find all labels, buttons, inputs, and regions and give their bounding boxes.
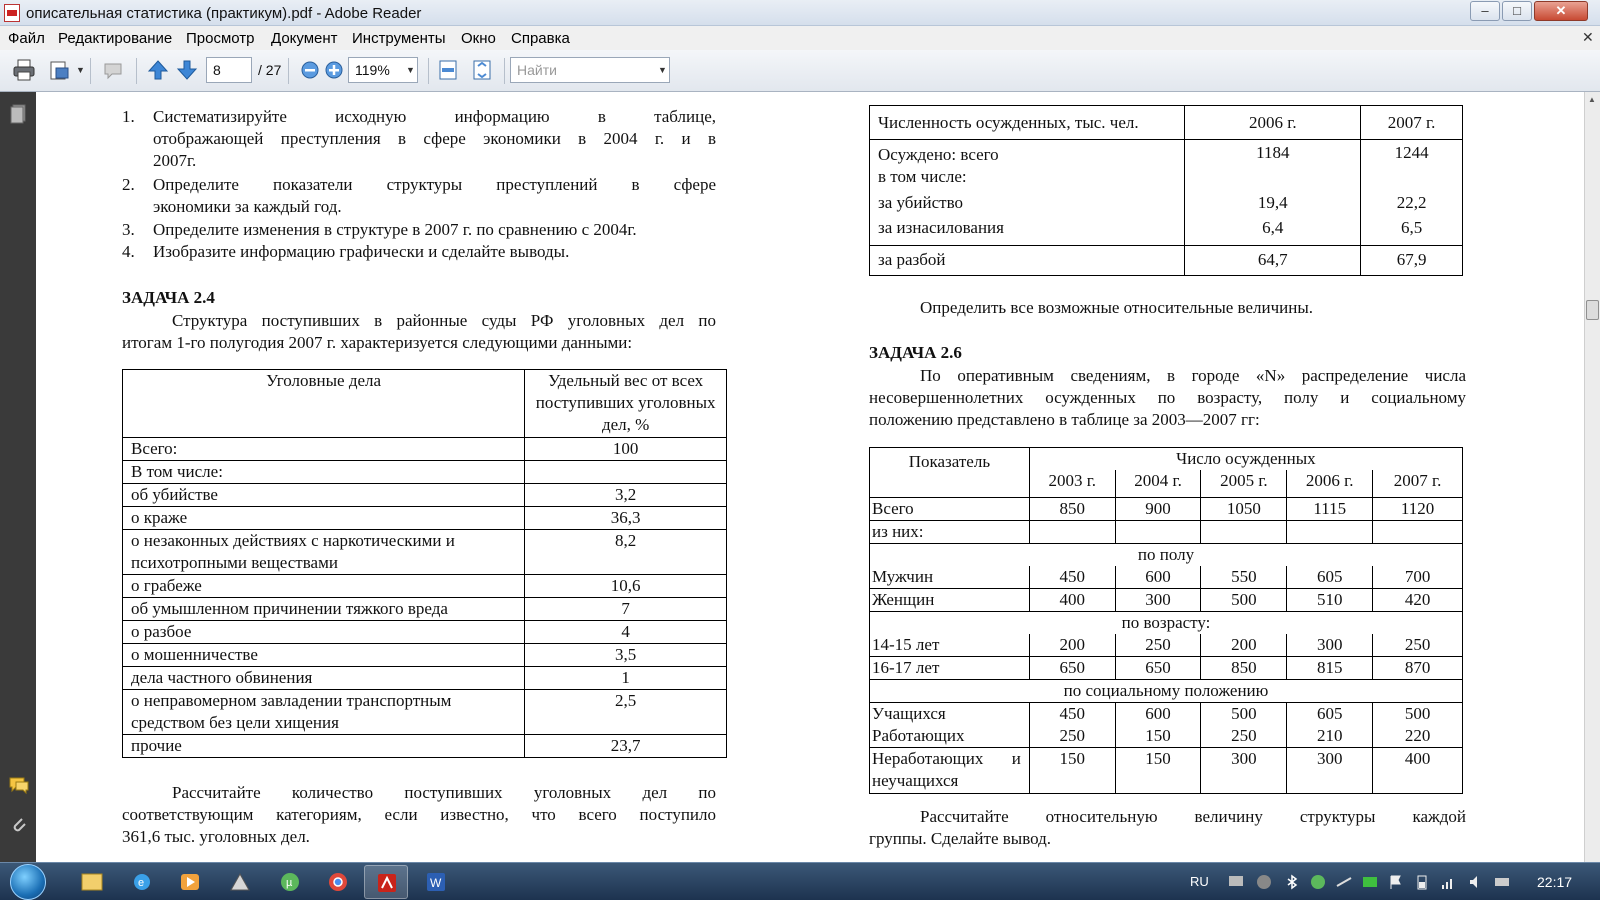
table-cell: 6,4 — [1185, 217, 1361, 245]
list-number: 3. — [122, 220, 135, 239]
table-cell: 8,2 — [525, 530, 727, 575]
scroll-up-icon[interactable]: ▲ — [1588, 95, 1596, 104]
table-row — [123, 484, 727, 507]
table-cell: Неработающих и неучащихся — [870, 747, 1030, 793]
svg-text:W: W — [430, 876, 442, 890]
find-input[interactable]: Найти — [510, 57, 670, 83]
paragraph-line: Структура поступивших в районные суды РФ уголовных дел по — [172, 311, 716, 330]
table-cell: в том числе: — [870, 166, 1185, 192]
list-item-text: Изобразите информацию графически и сделайте выводы. — [153, 242, 570, 261]
adobe-reader-icon — [365, 866, 409, 900]
table-cell: 510 — [1287, 588, 1373, 611]
menu-edit[interactable]: Редактирование — [58, 30, 173, 47]
table-cell: 250 — [1029, 725, 1115, 748]
table-row — [123, 621, 727, 644]
list-item-text: Определите показатели структуры преступлений в сфере — [153, 175, 716, 194]
table-row — [870, 702, 1463, 725]
table-cell: 6,5 — [1361, 217, 1463, 245]
table-cell: Всего — [870, 497, 1030, 520]
table-row — [123, 530, 727, 575]
menu-document[interactable]: Документ — [271, 30, 338, 47]
minor-convicts-table — [869, 447, 1463, 794]
table-cell: Женщин — [870, 588, 1030, 611]
menu-view[interactable]: Просмотр — [186, 30, 255, 47]
table-row — [870, 656, 1463, 679]
internet-explorer-taskbar-button[interactable] — [120, 865, 164, 899]
table-row — [870, 497, 1463, 520]
table-row — [123, 644, 727, 667]
table-cell: 14-15 лет — [870, 634, 1030, 657]
list-item-text: отображающей преступления в сфере экономики в 2004 г. и в — [153, 129, 716, 148]
table-row — [870, 520, 1463, 543]
zoom-dropdown-icon[interactable]: ▼ — [406, 65, 415, 75]
chrome-icon — [316, 865, 360, 899]
table-cell: 450 — [1029, 566, 1115, 589]
comment-icon[interactable] — [102, 58, 126, 82]
table-cell: 900 — [1115, 497, 1201, 520]
table-cell: 550 — [1201, 566, 1287, 589]
document-page — [36, 92, 1584, 862]
table-cell: 650 — [1029, 656, 1115, 679]
utorrent-taskbar-button[interactable] — [268, 865, 312, 899]
year-header-cell: 2007 г. — [1373, 470, 1463, 497]
table-cell: 420 — [1373, 588, 1463, 611]
table-cell: 250 — [1373, 634, 1463, 657]
utorrent-tray-icon[interactable] — [1310, 874, 1326, 890]
scrollbar-thumb[interactable] — [1586, 300, 1599, 320]
utorrent-icon — [268, 865, 312, 899]
table-header-row — [870, 448, 1463, 471]
table-cell: 850 — [1201, 656, 1287, 679]
section-label: по полу — [870, 543, 1463, 566]
toolbar-separator — [428, 58, 429, 84]
list-number: 4. — [122, 242, 135, 261]
table-cell: Всего: — [123, 438, 525, 461]
print-icon[interactable] — [12, 58, 36, 82]
list-item-text: 2007г. — [153, 151, 197, 170]
task-heading: ЗАДАЧА 2.4 — [122, 288, 215, 307]
toolbar-separator — [90, 58, 91, 84]
table-cell: 200 — [1201, 634, 1287, 657]
triangle-app-icon — [218, 865, 262, 899]
taskbar — [0, 862, 1600, 900]
table-header-cell: 2006 г. — [1185, 106, 1361, 140]
window-title: описательная статистика (практикум).pdf - Adobe Reader — [26, 5, 422, 22]
paragraph-line: соответствующим категориям, если известно, что всего поступило — [122, 805, 716, 824]
table-row — [123, 735, 727, 758]
page-total: / 27 — [258, 62, 282, 78]
table-cell: о грабеже — [123, 575, 525, 598]
table-cell: 3,5 — [525, 644, 727, 667]
table-row — [870, 566, 1463, 589]
table-cell: 250 — [1115, 634, 1201, 657]
year-header-cell: 2003 г. — [1029, 470, 1115, 497]
paragraph-line: 361,6 тыс. уголовных дел. — [122, 827, 310, 846]
table-cell: 16-17 лет — [870, 656, 1030, 679]
table-cell: 150 — [1115, 725, 1201, 748]
table-cell: 1120 — [1373, 497, 1463, 520]
paragraph-line: Рассчитайте относительную величину структуры каждой — [920, 807, 1466, 826]
table-cell: 600 — [1115, 566, 1201, 589]
table-cell: дела частного обвинения — [123, 667, 525, 690]
menu-window[interactable]: Окно — [461, 30, 496, 47]
export-icon[interactable] — [48, 58, 72, 82]
table-section-row — [870, 611, 1463, 634]
previous-page-icon[interactable] — [146, 58, 170, 82]
keyboard-tray-icon[interactable] — [1494, 874, 1510, 890]
battery-icon[interactable] — [1414, 874, 1430, 890]
table-header-cell: 2007 г. — [1361, 106, 1463, 140]
adobe-reader-taskbar-button[interactable] — [364, 865, 408, 899]
table-cell: 64,7 — [1185, 245, 1361, 275]
action-center-flag-icon[interactable] — [1388, 874, 1404, 890]
paragraph-line: Определить все возможные относительные величины. — [920, 298, 1314, 317]
close-document-icon[interactable]: ✕ — [1582, 29, 1594, 45]
paragraph-line: группы. Сделайте вывод. — [869, 829, 1052, 848]
table-header-cell: Удельный вес от всех поступивших уголовных дел, % — [525, 370, 727, 438]
table-cell: 605 — [1287, 566, 1373, 589]
svg-text:e: e — [138, 877, 145, 889]
pages-icon[interactable] — [8, 102, 30, 124]
table-cell: 300 — [1201, 747, 1287, 793]
table-cell: о незаконных действиях с наркотическими и психотропными веществами — [123, 530, 525, 575]
zoom-out-icon[interactable] — [298, 58, 322, 82]
refresh-tray-icon[interactable] — [1362, 874, 1378, 890]
table-cell: 1115 — [1287, 497, 1373, 520]
table-cell: 300 — [1287, 747, 1373, 793]
zoom-level-field[interactable]: 119% — [348, 57, 418, 83]
table-cell: 1050 — [1201, 497, 1287, 520]
table-cell: 500 — [1201, 702, 1287, 725]
minimize-button[interactable]: – — [1470, 1, 1500, 21]
table-cell: о неправомерном завладении транспортным средством без цели хищения — [123, 690, 525, 735]
table-header-row — [123, 370, 727, 438]
volume-icon[interactable] — [1468, 874, 1484, 890]
media-player-icon — [168, 865, 212, 899]
table-cell: 250 — [1201, 725, 1287, 748]
table-cell: 400 — [1029, 588, 1115, 611]
paragraph-line: итогам 1-го полугодия 2007 г. характеризуется следующими данными: — [122, 333, 633, 352]
table-row — [870, 634, 1463, 657]
table-cell: 23,7 — [525, 735, 727, 758]
close-window-button[interactable]: ✕ — [1534, 1, 1588, 21]
section-label: по возрасту: — [870, 611, 1463, 634]
table-cell: 500 — [1201, 588, 1287, 611]
comments-icon[interactable] — [8, 774, 30, 796]
table-cell: об умышленном причинении тяжкого вреда — [123, 598, 525, 621]
table-cell: 300 — [1287, 634, 1373, 657]
table-cell: 850 — [1029, 497, 1115, 520]
table-cell: о мошенничестве — [123, 644, 525, 667]
chrome-taskbar-button[interactable] — [316, 865, 360, 899]
table-cell: за разбой — [870, 245, 1185, 275]
table-section-row — [870, 679, 1463, 702]
table-cell: 150 — [1029, 747, 1115, 793]
pdf-document-icon — [4, 4, 20, 22]
table-cell: 22,2 — [1361, 192, 1463, 217]
table-cell: 605 — [1287, 702, 1373, 725]
table-cell: 4 — [525, 621, 727, 644]
section-label: по социальному положению — [870, 679, 1463, 702]
table-cell: 7 — [525, 598, 727, 621]
list-number: 1. — [122, 107, 135, 126]
table-header-row — [870, 106, 1463, 140]
table-cell: 36,3 — [525, 507, 727, 530]
menu-tools[interactable]: Инструменты — [352, 30, 446, 47]
table-cell: 400 — [1373, 747, 1463, 793]
table-cell: 10,6 — [525, 575, 727, 598]
table-cell: Работающих — [870, 725, 1030, 748]
table-cell: 200 — [1029, 634, 1115, 657]
table-row — [123, 690, 727, 735]
table-header-cell: Число осужденных — [1029, 448, 1462, 471]
svg-text:µ: µ — [286, 877, 293, 889]
table-cell: 1244 — [1361, 140, 1463, 167]
table-row — [123, 438, 727, 461]
table-row — [870, 140, 1463, 167]
table-row — [870, 588, 1463, 611]
vertical-scrollbar[interactable] — [1584, 92, 1600, 862]
table-cell: Учащихся — [870, 702, 1030, 725]
table-header-cell: Численность осужденных, тыс. чел. — [870, 106, 1185, 140]
word-taskbar-button[interactable] — [414, 865, 458, 899]
table-cell: 300 — [1115, 588, 1201, 611]
paragraph-line: положению представлено в таблице за 2003—2007 гг: — [869, 410, 1260, 429]
shield-tray-icon[interactable] — [1256, 874, 1272, 890]
table-row — [870, 192, 1463, 217]
table-cell — [1361, 166, 1463, 192]
table-cell: о краже — [123, 507, 525, 530]
convicts-table — [869, 105, 1463, 276]
list-number: 2. — [122, 175, 135, 194]
criminal-cases-table — [122, 369, 727, 758]
list-item-text: Определите изменения в структуре в 2007 г. по сравнению с 2004г. — [153, 220, 637, 239]
start-button[interactable] — [10, 864, 46, 900]
list-item-text: Систематизируйте исходную информацию в таблице, — [153, 107, 716, 126]
table-cell: 650 — [1115, 656, 1201, 679]
table-row — [123, 507, 727, 530]
table-cell: 500 — [1373, 702, 1463, 725]
table-row — [870, 217, 1463, 245]
table-cell: 700 — [1373, 566, 1463, 589]
year-header-cell: 2004 г. — [1115, 470, 1201, 497]
table-cell — [1185, 166, 1361, 192]
toolbar — [0, 50, 1600, 92]
table-row — [870, 747, 1463, 793]
table-section-row — [870, 543, 1463, 566]
table-row — [870, 725, 1463, 748]
table-cell: 210 — [1287, 725, 1373, 748]
table-cell: Осуждено: всего — [870, 140, 1185, 167]
table-cell: 19,4 — [1185, 192, 1361, 217]
table-row — [123, 598, 727, 621]
next-page-icon[interactable] — [175, 58, 199, 82]
fit-page-icon[interactable] — [470, 58, 494, 82]
table-header-cell: Уголовные дела — [123, 370, 525, 438]
monitor-tray-icon[interactable] — [1228, 874, 1244, 890]
export-dropdown-icon[interactable]: ▼ — [76, 65, 85, 75]
table-row — [870, 245, 1463, 275]
menu-file[interactable]: Файл — [8, 30, 45, 47]
table-cell: Мужчин — [870, 566, 1030, 589]
table-cell: 1 — [525, 667, 727, 690]
word-icon — [414, 865, 458, 899]
navigation-panel — [0, 92, 36, 862]
table-cell — [525, 461, 727, 484]
find-dropdown-icon[interactable]: ▼ — [658, 65, 667, 75]
table-row — [870, 166, 1463, 192]
paragraph-line: Рассчитайте количество поступивших уголовных дел по — [172, 783, 716, 802]
menu-help[interactable]: Справка — [511, 30, 570, 47]
folder-icon — [70, 865, 114, 899]
table-cell: 100 — [525, 438, 727, 461]
table-row — [123, 461, 727, 484]
attachments-icon[interactable] — [8, 814, 30, 836]
table-cell: 450 — [1029, 702, 1115, 725]
table-cell: об убийстве — [123, 484, 525, 507]
table-cell: за изнасилования — [870, 217, 1185, 245]
table-cell: 220 — [1373, 725, 1463, 748]
media-player-taskbar-button[interactable] — [168, 865, 212, 899]
table-cell: 870 — [1373, 656, 1463, 679]
table-cell: 150 — [1115, 747, 1201, 793]
toolbar-separator — [288, 58, 289, 84]
table-cell: из них: — [870, 520, 1030, 543]
task-heading: ЗАДАЧА 2.6 — [869, 343, 962, 362]
table-cell: прочие — [123, 735, 525, 758]
table-cell: 67,9 — [1361, 245, 1463, 275]
toolbar-separator — [504, 58, 505, 84]
table-cell: 1184 — [1185, 140, 1361, 167]
zoom-in-icon[interactable] — [322, 58, 346, 82]
table-cell: 600 — [1115, 702, 1201, 725]
table-cell: 815 — [1287, 656, 1373, 679]
list-item-text: экономики за каждый год. — [153, 197, 342, 216]
year-header-cell: 2005 г. — [1201, 470, 1287, 497]
table-row — [123, 575, 727, 598]
explorer-taskbar-button[interactable] — [70, 865, 114, 899]
table-header-cell: Показатель — [870, 448, 1030, 498]
app-taskbar-button[interactable] — [218, 865, 262, 899]
maximize-button[interactable]: □ — [1502, 1, 1532, 21]
table-row — [123, 667, 727, 690]
toolbar-separator — [136, 58, 137, 84]
title-bar — [0, 0, 1600, 26]
clock[interactable]: 22:17 — [1537, 874, 1573, 890]
wifi-signal-icon[interactable] — [1440, 874, 1456, 890]
table-cell: В том числе: — [123, 461, 525, 484]
internet-explorer-icon — [120, 865, 164, 899]
table-cell: за убийство — [870, 192, 1185, 217]
menu-bar — [0, 26, 1600, 50]
language-indicator[interactable]: RU — [1190, 874, 1209, 889]
table-cell: о разбое — [123, 621, 525, 644]
table-cell: 2,5 — [525, 690, 727, 735]
page-number-input[interactable]: 8 — [206, 57, 252, 83]
year-header-cell: 2006 г. — [1287, 470, 1373, 497]
paragraph-line: По оперативным сведениям, в городе «N» распределение числа — [920, 366, 1466, 385]
network-tray-icon[interactable] — [1336, 874, 1352, 890]
fit-width-icon[interactable] — [436, 58, 460, 82]
bluetooth-icon[interactable] — [1284, 874, 1300, 890]
paragraph-line: несовершеннолетних осужденных по возрасту, полу и социальному — [869, 388, 1466, 407]
table-cell: 3,2 — [525, 484, 727, 507]
